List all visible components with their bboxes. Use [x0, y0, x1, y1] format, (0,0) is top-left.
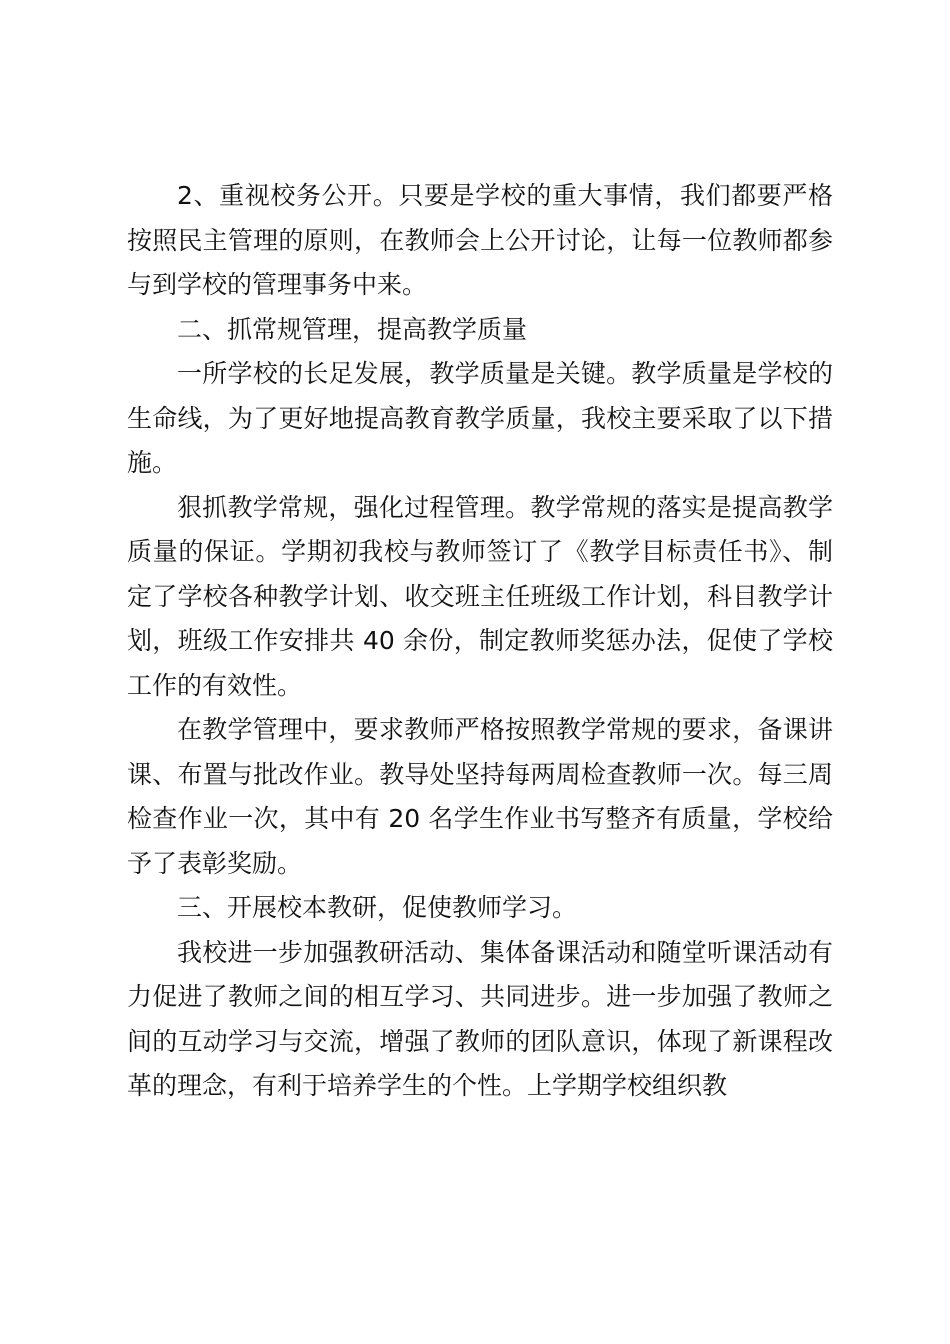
- paragraph-research-activities: 我校进一步加强教研活动、集体备课活动和随堂听课活动有力促进了教师之间的相互学习、共同进步。进一步加强了教师之间的互动学习与交流，增强了教师的团队意识，体现了新课程改革的理念，有利于培养学生的个性。上学期学校组织教: [127, 937, 833, 1100]
- document-body: [127, 174, 833, 1109]
- paragraph-teaching-quality: 一所学校的长足发展，教学质量是关键。教学质量是学校的生命线，为了更好地提高教育教学质量，我校主要采取了以下措施。: [127, 359, 833, 477]
- heading-school-based-research: 三、开展校本教研，促使教师学习。: [177, 893, 578, 922]
- paragraph-teaching-routines: 狠抓教学常规，强化过程管理。教学常规的落实是提高教学质量的保证。学期初我校与教师签订了《教学目标责任书》、制定了学校各种教学计划、收交班主任班级工作计划，科目教学计划，班级工作安排共 40 余份，制定教师奖惩办法，促使了学校工作的有效性。: [127, 492, 833, 700]
- paragraph-school-affairs-openness: 2、重视校务公开。只要是学校的重大事情，我们都要严格按照民主管理的原则，在教师会上公开讨论，让每一位教师都参与到学校的管理事务中来。: [127, 181, 833, 299]
- paragraph-teaching-management: 在教学管理中，要求教师严格按照教学常规的要求，备课讲课、布置与批改作业。教导处坚持每两周检查教师一次。每三周检查作业一次，其中有 20 名学生作业书写整齐有质量，学校给予了表彰奖励。: [127, 715, 833, 878]
- heading-routine-management: 二、抓常规管理，提高教学质量: [177, 314, 528, 344]
